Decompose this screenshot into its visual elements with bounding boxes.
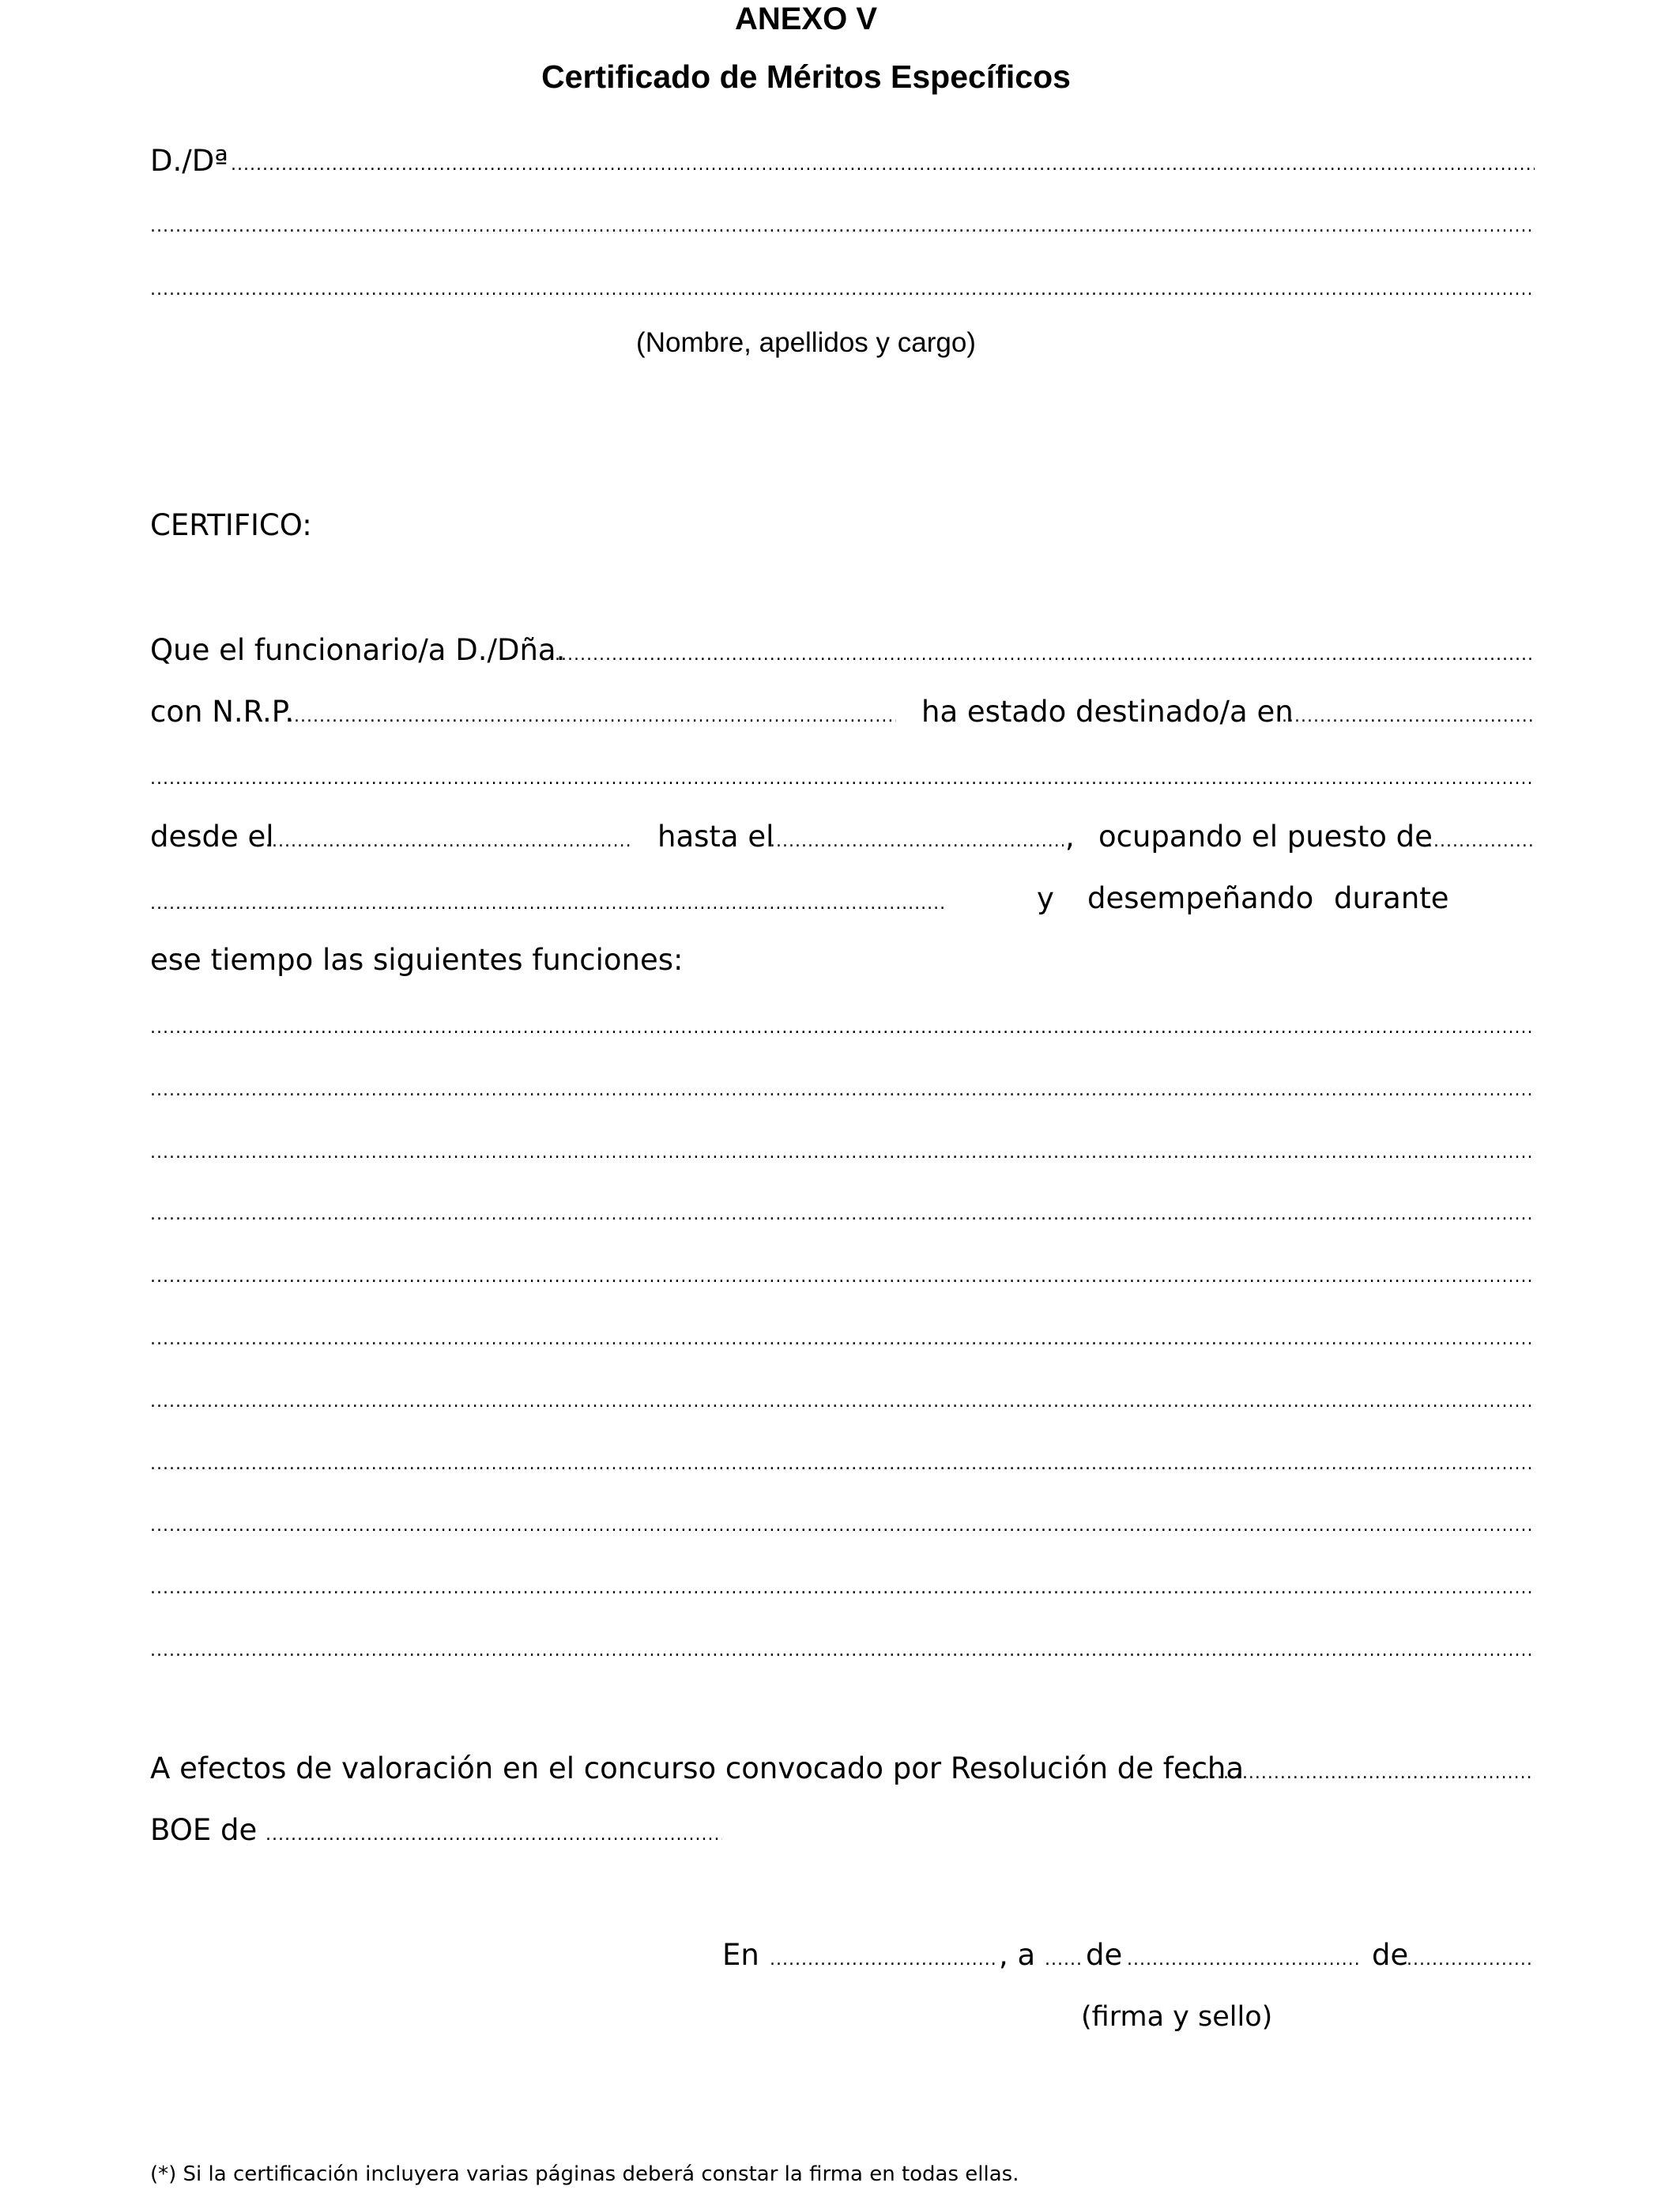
functions-line-6[interactable]	[150, 1331, 1535, 1348]
functions-line-9[interactable]	[150, 1517, 1535, 1535]
certifier-dotted-line-2[interactable]	[150, 218, 1535, 236]
functions-line-11[interactable]	[150, 1642, 1535, 1660]
comma: ,	[1065, 820, 1075, 854]
functions-line-3[interactable]	[150, 1144, 1535, 1162]
place-label: En	[722, 1938, 759, 1972]
from-date-field[interactable]	[266, 833, 634, 850]
destined-field-continued[interactable]	[150, 771, 1535, 788]
comma-a: , a	[999, 1938, 1036, 1972]
post-field-continued[interactable]	[150, 895, 944, 913]
certifier-dotted-line-1[interactable]	[231, 156, 1535, 174]
post-field[interactable]	[1421, 833, 1535, 850]
and-word: y	[1037, 881, 1054, 915]
during-word: durante	[1334, 881, 1449, 915]
certifier-label: D./Dª	[150, 144, 228, 178]
functions-line-7[interactable]	[150, 1393, 1535, 1411]
post-label: ocupando el puesto de	[1098, 820, 1433, 854]
until-date-field[interactable]	[770, 833, 1064, 850]
until-label: hasta el	[657, 820, 774, 854]
official-label: Que el funcionario/a D./Dña.	[150, 633, 566, 667]
annex-title: ANEXO V	[734, 2, 878, 36]
de-label-1: de	[1086, 1938, 1123, 1972]
performing-word: desempeñando	[1087, 881, 1314, 915]
from-label: desde el	[150, 820, 274, 854]
functions-label: ese tiempo las siguientes funciones:	[150, 943, 684, 977]
certifier-caption: (Nombre, apellidos y cargo)	[636, 327, 976, 358]
valuation-text: A efectos de valoración en el concurso convocado por Resolución de fecha	[150, 1751, 1245, 1785]
de-label-2: de	[1372, 1938, 1409, 1972]
destined-label: ha estado destinado/a en	[921, 695, 1294, 729]
certifico-heading: CERTIFICO:	[150, 508, 312, 542]
functions-line-8[interactable]	[150, 1456, 1535, 1473]
nrp-label: con N.R.P.	[150, 695, 295, 729]
destined-field[interactable]	[1282, 708, 1535, 726]
month-field[interactable]	[1127, 1951, 1361, 1969]
functions-line-4[interactable]	[150, 1206, 1535, 1223]
year-field[interactable]	[1407, 1951, 1535, 1969]
functions-line-5[interactable]	[150, 1269, 1535, 1286]
boe-field[interactable]	[266, 1826, 722, 1844]
day-field[interactable]	[1045, 1951, 1084, 1969]
resolution-date-field[interactable]	[1185, 1765, 1535, 1782]
official-name-field[interactable]	[555, 647, 1535, 664]
place-field[interactable]	[770, 1951, 997, 1969]
nrp-field[interactable]	[288, 708, 896, 726]
footnote: (*) Si la certificación incluyera varias páginas deberá constar la firma en todas ellas.	[150, 2162, 1019, 2186]
certifier-dotted-line-3[interactable]	[150, 281, 1535, 299]
signature-caption: (firma y sello)	[1081, 2001, 1273, 2033]
boe-label: BOE de	[150, 1813, 258, 1847]
functions-line-1[interactable]	[150, 1020, 1535, 1037]
document-title: Certificado de Méritos Específicos	[541, 58, 1071, 95]
functions-line-10[interactable]	[150, 1580, 1535, 1597]
functions-line-2[interactable]	[150, 1082, 1535, 1099]
